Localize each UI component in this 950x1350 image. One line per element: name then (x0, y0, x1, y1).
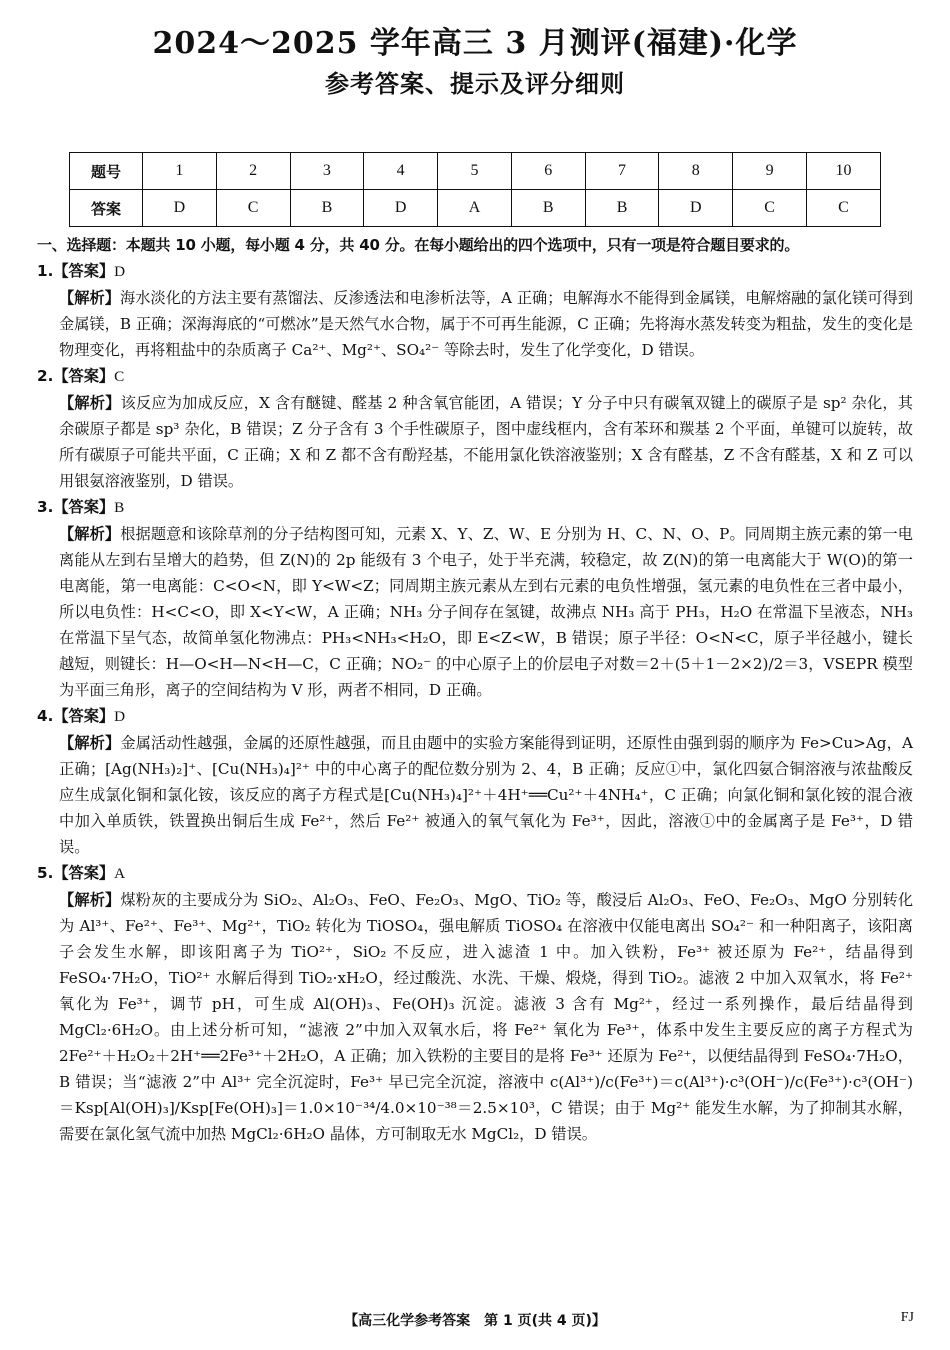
table-cell: B (585, 190, 659, 227)
table-cell: 5 (438, 153, 512, 190)
table-cell: B (290, 190, 364, 227)
answer-line (37, 363, 913, 390)
table-cell: A (438, 190, 512, 227)
table-cell: C (806, 190, 880, 227)
page-title: 2024～2025 学年高三 3 月测评(福建)·化学 (152, 26, 798, 61)
answer-value: C (114, 368, 125, 385)
analysis-text: 海水淡化的方法主要有蒸馏法、反渗透法和电渗析法等，A 正确；电解海水不能得到金属镁，电解熔融的氯化镁可得到金属镁，B 正确；深海海底的“可燃冰”是天然气水合物，属于不可再生能源，C 正确；先将海水蒸发转变为粗盐，发生的变化是物理变化，再将粗盐中的杂质离子 Ca²⁺、Mg²⁺、SO₄²⁻ 等除去时，发生了化学变化，D 错误。 (59, 289, 914, 359)
table-cell: C (733, 190, 807, 227)
answer-table-answer-row (70, 190, 881, 227)
table-cell: 6 (511, 153, 585, 190)
page-subtitle: 参考答案、提示及评分细则 (325, 69, 625, 98)
table-cell: 9 (733, 153, 807, 190)
question-item (37, 363, 913, 494)
section-heading: 一、选择题：本题共 10 小题，每小题 4 分，共 40 分。在每小题给出的四个选项中，只有一项是符合题目要求的。 (37, 236, 800, 254)
answer-line (37, 258, 913, 285)
row-label-question: 题号 (70, 153, 143, 190)
table-cell: D (659, 190, 733, 227)
answer-label: 【答案】 (53, 262, 115, 280)
answer-label: 【答案】 (53, 864, 115, 882)
analysis-text: 根据题意和该除草剂的分子结构图可知，元素 X、Y、Z、W、E 分别为 H、C、N、O、P。同周期主族元素的第一电离能从左到右呈增大的趋势，但 Z(N)的 2p 能级有 3 个电子，处于半充满，较稳定，故 Z(N)的第一电离能大于 W(O)的第一电离能，第一电离能：C<O<N，即 Y<W<Z；同周期主族元素从左到右元素的电负性增强，氢元素的电负性在三者中最小，所以电负性：H<C<O，即 X<Y<W，A 正确；NH₃ 分子间存在氢键，故沸点 NH₃ 高于 PH₃，H₂O 在常温下呈液态，NH₃ 在常温下呈气态，故简单氢化物沸点：PH₃<NH₃<H₂O，即 E<Z<W，B 错误；原子半径：O<N<C，原子半径越小，键长越短，则键长：H—O<H—N<H—C，C 正确；NO₂⁻ 的中心原子上的价层电子对数＝2＋(5＋1－2×2)/2＝3，VSEPR 模型为平面三角形，离子的空间结构为 V 形，两者不相同，D 正确。 (59, 525, 913, 699)
answer-line (37, 860, 913, 887)
table-cell: 8 (659, 153, 733, 190)
analysis-label: 【解析】 (59, 891, 121, 909)
table-cell: 4 (364, 153, 438, 190)
analysis-label: 【解析】 (59, 394, 121, 412)
analysis-paragraph (37, 285, 913, 363)
analysis-paragraph (37, 390, 913, 494)
answer-value: D (114, 263, 126, 280)
answer-line (37, 494, 913, 521)
analysis-text: 金属活动性越强，金属的还原性越强，而且由题中的实验方案能得到证明，还原性由强到弱的顺序为 Fe>Cu>Ag，A 正确；[Ag(NH₃)₂]⁺、[Cu(NH₃)₄]²⁺ 中的中心离子的配位数分别为 2、4，B 正确；反应①中，氯化四氨合铜溶液与浓盐酸反应生成氯化铜和氯化铵，该反应的离子方程式是[Cu(NH₃)₄]²⁺＋4H⁺══Cu²⁺＋4NH₄⁺，C 正确；向氯化铜和氯化铵的混合液中加入单质铁，铁置换出铜后生成 Fe²⁺，然后 Fe²⁺ 被通入的氧气氧化为 Fe³⁺，因此，溶液①中的金属离子是 Fe³⁺，D 错误。 (59, 734, 913, 856)
question-number: 1. (37, 262, 54, 280)
analysis-text: 该反应为加成反应，X 含有醚键、醛基 2 种含氧官能团，A 错误；Y 分子中只有碳氧双键上的碳原子是 sp² 杂化，其余碳原子都是 sp³ 杂化，B 错误；Z 分子含有 3 个手性碳原子，图中虚线框内，含有苯环和羰基 2 个平面，单键可以旋转，故所有碳原子可能共平面，C 正确；X 和 Z 都不含有酚羟基，不能用氯化铁溶液鉴别；X 含有醛基，Z 不含有醛基，X 和 Z 可以用银氨溶液鉴别，D 错误。 (59, 394, 913, 490)
table-cell: B (511, 190, 585, 227)
analysis-label: 【解析】 (59, 525, 121, 543)
answer-table-number-row (70, 153, 881, 190)
table-cell: C (216, 190, 290, 227)
table-cell: 3 (290, 153, 364, 190)
answer-value: D (114, 708, 126, 725)
solutions-content (37, 232, 913, 1147)
question-number: 2. (37, 367, 54, 385)
row-label-answer: 答案 (70, 190, 143, 227)
table-cell: 10 (806, 153, 880, 190)
question-item (37, 258, 913, 363)
answer-line (37, 703, 913, 730)
table-cell: 7 (585, 153, 659, 190)
question-number: 5. (37, 864, 54, 882)
analysis-paragraph (37, 887, 913, 1147)
answer-value: A (114, 865, 126, 882)
question-item (37, 703, 913, 860)
analysis-label: 【解析】 (59, 289, 120, 307)
answer-table (69, 152, 881, 227)
analysis-text: 煤粉灰的主要成分为 SiO₂、Al₂O₃、FeO、Fe₂O₃、MgO、TiO₂ 等，酸浸后 Al₂O₃、FeO、Fe₂O₃、MgO 分别转化为 Al³⁺、Fe²⁺、Fe³⁺、Mg²⁺，TiO₂ 转化为 TiOSO₄，强电解质 TiOSO₄ 在溶液中仅能电离出 SO₄²⁻ 和一种阳离子，该阳离子会发生水解，即该阳离子为 TiO²⁺，SiO₂ 不反应，进入滤渣 1 中。加入铁粉，Fe³⁺ 被还原为 Fe²⁺，结晶得到 FeSO₄·7H₂O，TiO²⁺ 水解后得到 TiO₂·xH₂O，经过酸洗、水洗、干燥、煅烧，得到 TiO₂。滤液 2 中加入双氧水，将 Fe²⁺ 氧化为 Fe³⁺，调节 pH，可生成 Al(OH)₃、Fe(OH)₃ 沉淀。滤液 3 含有 Mg²⁺，经过一系列操作，最后结晶得到 MgCl₂·6H₂O。由上述分析可知，“滤液 2”中加入双氧水后，将 Fe²⁺ 氧化为 Fe³⁺，体系中发生主要反应的离子方程式为 2Fe²⁺＋H₂O₂＋2H⁺══2Fe³⁺＋2H₂O，A 正确；加入铁粉的主要目的是将 Fe³⁺ 还原为 Fe²⁺，以便结晶得到 FeSO₄·7H₂O，B 错误；当“滤液 2”中 Al³⁺ 完全沉淀时，Fe³⁺ 早已完全沉淀，溶液中 c(Al³⁺)/c(Fe³⁺)＝c(Al³⁺)·c³(OH⁻)/c(Fe³⁺)·c³(OH⁻)＝Ksp[Al(OH)₃]/Ksp[Fe(OH)₃]＝1.0×10⁻³⁴/4.0×10⁻³⁸＝2.5×10³，C 错误；由于 Mg²⁺ 能发生水解，为了抑制其水解，需要在氯化氢气流中加热 MgCl₂·6H₂O 晶体，方可制取无水 MgCl₂，D 错误。 (59, 891, 914, 1143)
question-number: 3. (37, 498, 54, 516)
table-cell: D (364, 190, 438, 227)
question-item (37, 860, 913, 1147)
table-cell: D (142, 190, 216, 227)
table-cell: 2 (216, 153, 290, 190)
analysis-paragraph (37, 521, 913, 703)
answer-value: B (114, 499, 125, 516)
answer-label: 【答案】 (53, 367, 115, 385)
table-cell: 1 (142, 153, 216, 190)
question-item (37, 494, 913, 703)
analysis-label: 【解析】 (59, 734, 121, 752)
footer-code: FJ (900, 1310, 914, 1325)
page-footer: 【高三化学参考答案 第 1 页(共 4 页)】 (344, 1313, 606, 1329)
answer-label: 【答案】 (53, 498, 115, 516)
analysis-paragraph (37, 730, 913, 860)
question-number: 4. (37, 707, 54, 725)
answer-label: 【答案】 (53, 707, 115, 725)
